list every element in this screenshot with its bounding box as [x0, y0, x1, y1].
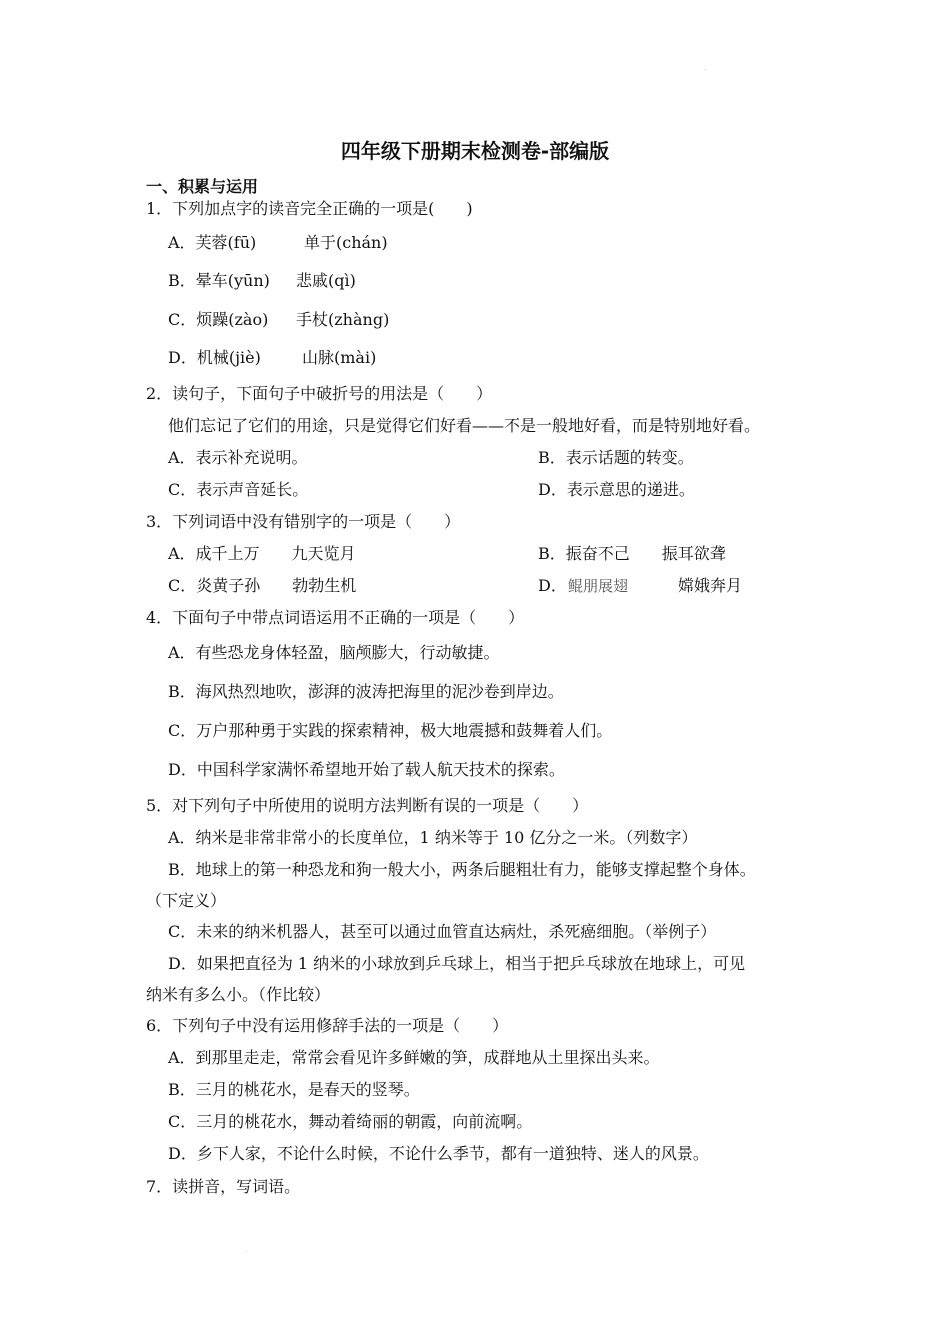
q2-option-b: B．表示话题的转变。 — [538, 448, 694, 467]
q1-option-a-2: 单于(chán) — [304, 233, 388, 252]
q2-sentence: 他们忘记了它们的用途，只是觉得它们好看——不是一般地好看，而是特别地好看。 — [168, 416, 761, 435]
q4-option-a: A．有些恐龙身体轻盈，脑颅膨大，行动敏捷。 — [168, 643, 500, 662]
q1-option-c: C．烦躁(zào) — [168, 310, 269, 329]
q5-option-c: C．未来的纳米机器人，甚至可以通过血管直达病灶，杀死癌细胞。（举例子） — [168, 922, 717, 941]
q1-option-b-2: 悲戚(qì) — [296, 271, 356, 290]
q4-option-d: D．中国科学家满怀希望地开始了载人航天技术的探索。 — [168, 760, 565, 779]
q6-stem: 6．下列句子中没有运用修辞手法的一项是（ ） — [146, 1016, 509, 1035]
q5-option-d: D．如果把直径为 1 纳米的小球放到乒乓球上，相当于把乒乓球放在地球上，可见 — [168, 954, 746, 973]
q2-option-d: D．表示意思的递进。 — [538, 480, 695, 499]
q5-option-a: A．纳米是非常非常小的长度单位，1 纳米等于 10 亿分之一米。（列数字） — [168, 828, 698, 847]
q2-option-a: A．表示补充说明。 — [168, 448, 308, 467]
q5-stem: 5．对下列句子中所使用的说明方法判断有误的一项是（ ） — [146, 796, 589, 815]
q1-option-a: A．芙蓉(fū) — [168, 233, 257, 252]
q6-option-a: A．到那里走走，常常会看见许多鲜嫩的笋，成群地从土里探出头来。 — [168, 1048, 660, 1067]
q1-option-b: B．晕车(yūn) — [168, 271, 270, 290]
q3-option-d-word2: 嫦娥奔月 — [678, 576, 743, 595]
q5-option-d-cont: 纳米有多么小。（作比较） — [146, 985, 331, 1004]
q6-option-d: D．乡下人家，不论什么时候，不论什么季节，都有一道独特、迷人的风景。 — [168, 1144, 709, 1163]
q6-option-b: B．三月的桃花水，是春天的竖琴。 — [168, 1080, 420, 1099]
q3-option-a: A．成千上万 九天览月 — [168, 544, 356, 563]
q3-option-d-word1: 鲲朋展翅 — [568, 577, 629, 595]
q1-stem: 1．下列加点字的读音完全正确的一项是( ) — [146, 199, 473, 218]
q3-option-c: C．炎黄子孙 勃勃生机 — [168, 576, 357, 595]
section-heading: 一、积累与运用 — [146, 177, 259, 196]
q2-stem: 2．读句子，下面句子中破折号的用法是（ ） — [146, 384, 493, 403]
q5-option-b: B．地球上的第一种恐龙和狗一般大小，两条后腿粗壮有力，能够支撑起整个身体。 — [168, 860, 756, 879]
q1-option-d-2: 山脉(mài) — [302, 348, 377, 367]
q6-option-c: C．三月的桃花水，舞动着绮丽的朝霞，向前流啊。 — [168, 1112, 533, 1131]
q4-option-c: C．万户那种勇于实践的探索精神，极大地震撼和鼓舞着人们。 — [168, 721, 613, 740]
page-title: 四年级下册期末检测卷-部编版 — [340, 139, 610, 163]
header-dot: · — [704, 67, 706, 74]
q1-option-d: D．机械(jiè) — [168, 348, 261, 367]
q3-option-d-label: D． — [538, 576, 567, 595]
q2-option-c: C．表示声音延长。 — [168, 480, 309, 499]
q4-option-b: B．海风热烈地吹，澎湃的波涛把海里的泥沙卷到岸边。 — [168, 682, 564, 701]
q3-option-b: B．振奋不己 振耳欲聋 — [538, 544, 726, 563]
q1-option-c-2: 手杖(zhàng) — [296, 310, 390, 329]
q7-stem: 7．读拼音，写词语。 — [146, 1177, 301, 1196]
q5-option-b-cont: （下定义） — [146, 891, 227, 910]
q4-stem: 4．下面句子中带点词语运用不正确的一项是（ ） — [146, 608, 525, 627]
q3-stem: 3．下列词语中没有错别字的一项是（ ） — [146, 512, 461, 531]
footer-dot: · — [245, 1249, 247, 1256]
